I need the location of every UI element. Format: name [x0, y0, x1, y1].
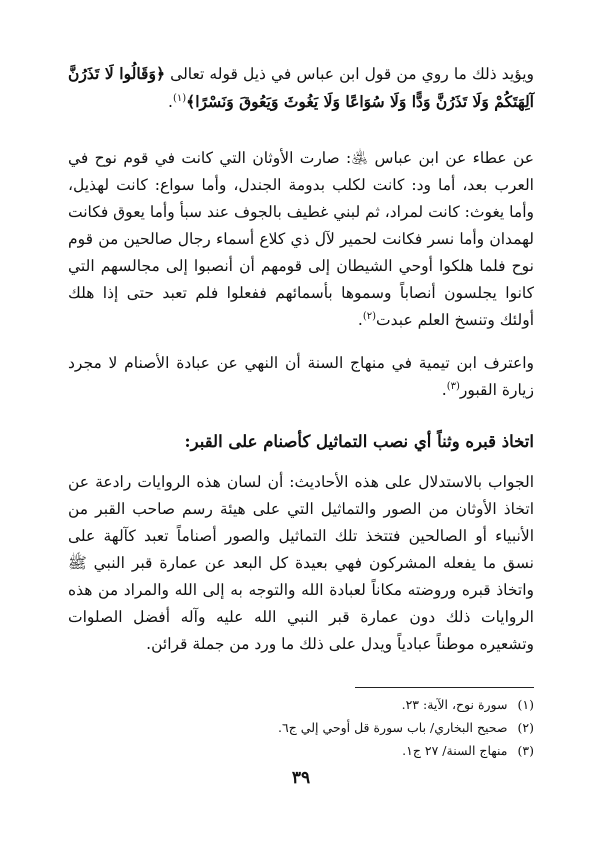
footnotes-list [68, 693, 534, 762]
footnote-text: صحيح البخاري/ باب سورة قل أوحي إلي ج٦. [278, 720, 508, 735]
footnote-ref-3: (٣) [446, 380, 460, 392]
paragraph-3-body: واعترف ابن تيمية في منهاج السنة أن النهي عن عبادة الأصنام لا مجرد زيارة القبور [68, 354, 534, 399]
paragraph-2-body: عن عطاء عن ابن عباس ﵁: صارت الأوثان التي كانت في قوم نوح في العرب بعد، أما ود: كانت لكلب بدومة الجندل، وأما سواع: كانت لهذيل، وأما يغوث: كانت لمراد، ثم لبني غطيف بالجوف عند سبأ وأما يعوق فكانت لهمدان وأما نسر فكانت لحمير لآل ذي كلاع أسماء رجال صالحين من قوم نوح فلما هلكوا أوحي الشيطان إلى قومهم أن أنصبوا إلى مجالسهم التي كانوا يجلسون أنصاباً وسموها بأسمائهم ففعلوا فلم تعبد حتى إذا هلك أولئك وتنسخ العلم عبدت [68, 149, 534, 329]
paragraph-2 [68, 145, 534, 334]
paragraph-1 [68, 60, 534, 116]
paragraph-2-text [68, 145, 534, 334]
footnote-ref-1: (١) [172, 92, 187, 104]
paragraph-4 [68, 469, 534, 658]
paragraph-4-text: الجواب بالاستدلال على هذه الأحاديث: أن لسان هذه الروايات رادعة عن اتخاذ الأوثان من الصور والتماثيل التي على هيئة رسم صاحب القبر من الأنبياء أو الصالحين فتتخذ تلك التماثيل والصور أصناماً تعبد كآلهة على نسق ما يفعله المشركون فهي بعيدة كل البعد عن عمارة قبر النبي ﷺ واتخاذ قبره وروضته مكاناً لعبادة الله والتوجه به إلى الله والمراد من هذه الروايات ذلك دون عمارة قبر النبي الله عليه وآله أفضل الصلوات وتشعيره موطناً عبادياً ويدل على ذلك ما ورد من جملة قرائن. [68, 473, 534, 653]
paragraph-1-tail: . [168, 93, 173, 111]
paragraph-3 [68, 350, 534, 404]
paragraph-2-tail: . [357, 311, 363, 329]
section-heading: اتخاذ قبره وثناً أي نصب التماثيل كأصنام على القبر: [184, 432, 534, 451]
footnote-separator [355, 687, 534, 688]
paragraph-1-intro: ويؤيد ذلك ما روي من قول ابن عباس في ذيل قوله تعالى [165, 65, 535, 83]
quran-verse: ﴿وَقَالُوا لَا تَذَرُنَّ آلِهَتَكُمْ وَلَا تَذَرُنَّ وَدًّا وَلَا سُوَاعًا وَلَا يَغُوثَ وَيَعُوقَ وَنَسْرًا﴾ [68, 64, 534, 111]
paragraph-3-text [68, 350, 534, 404]
footnote-ref-2: (٢) [362, 310, 377, 322]
footnote-item [68, 739, 534, 762]
paragraph-3-tail: . [441, 381, 447, 399]
page-number: ٣٩ [291, 768, 311, 788]
footnote-number: (٣) [517, 743, 534, 758]
paragraph-1-text [68, 60, 534, 116]
footnote-text: منهاج السنة/ ٢٧ ج١. [402, 743, 508, 758]
footnote-item [68, 693, 534, 716]
footnote-text: سورة نوح، الآية: ٢٣. [401, 697, 508, 712]
footnote-number: (١) [517, 697, 534, 712]
footnote-item [68, 716, 534, 739]
footnote-number: (٢) [517, 720, 534, 735]
